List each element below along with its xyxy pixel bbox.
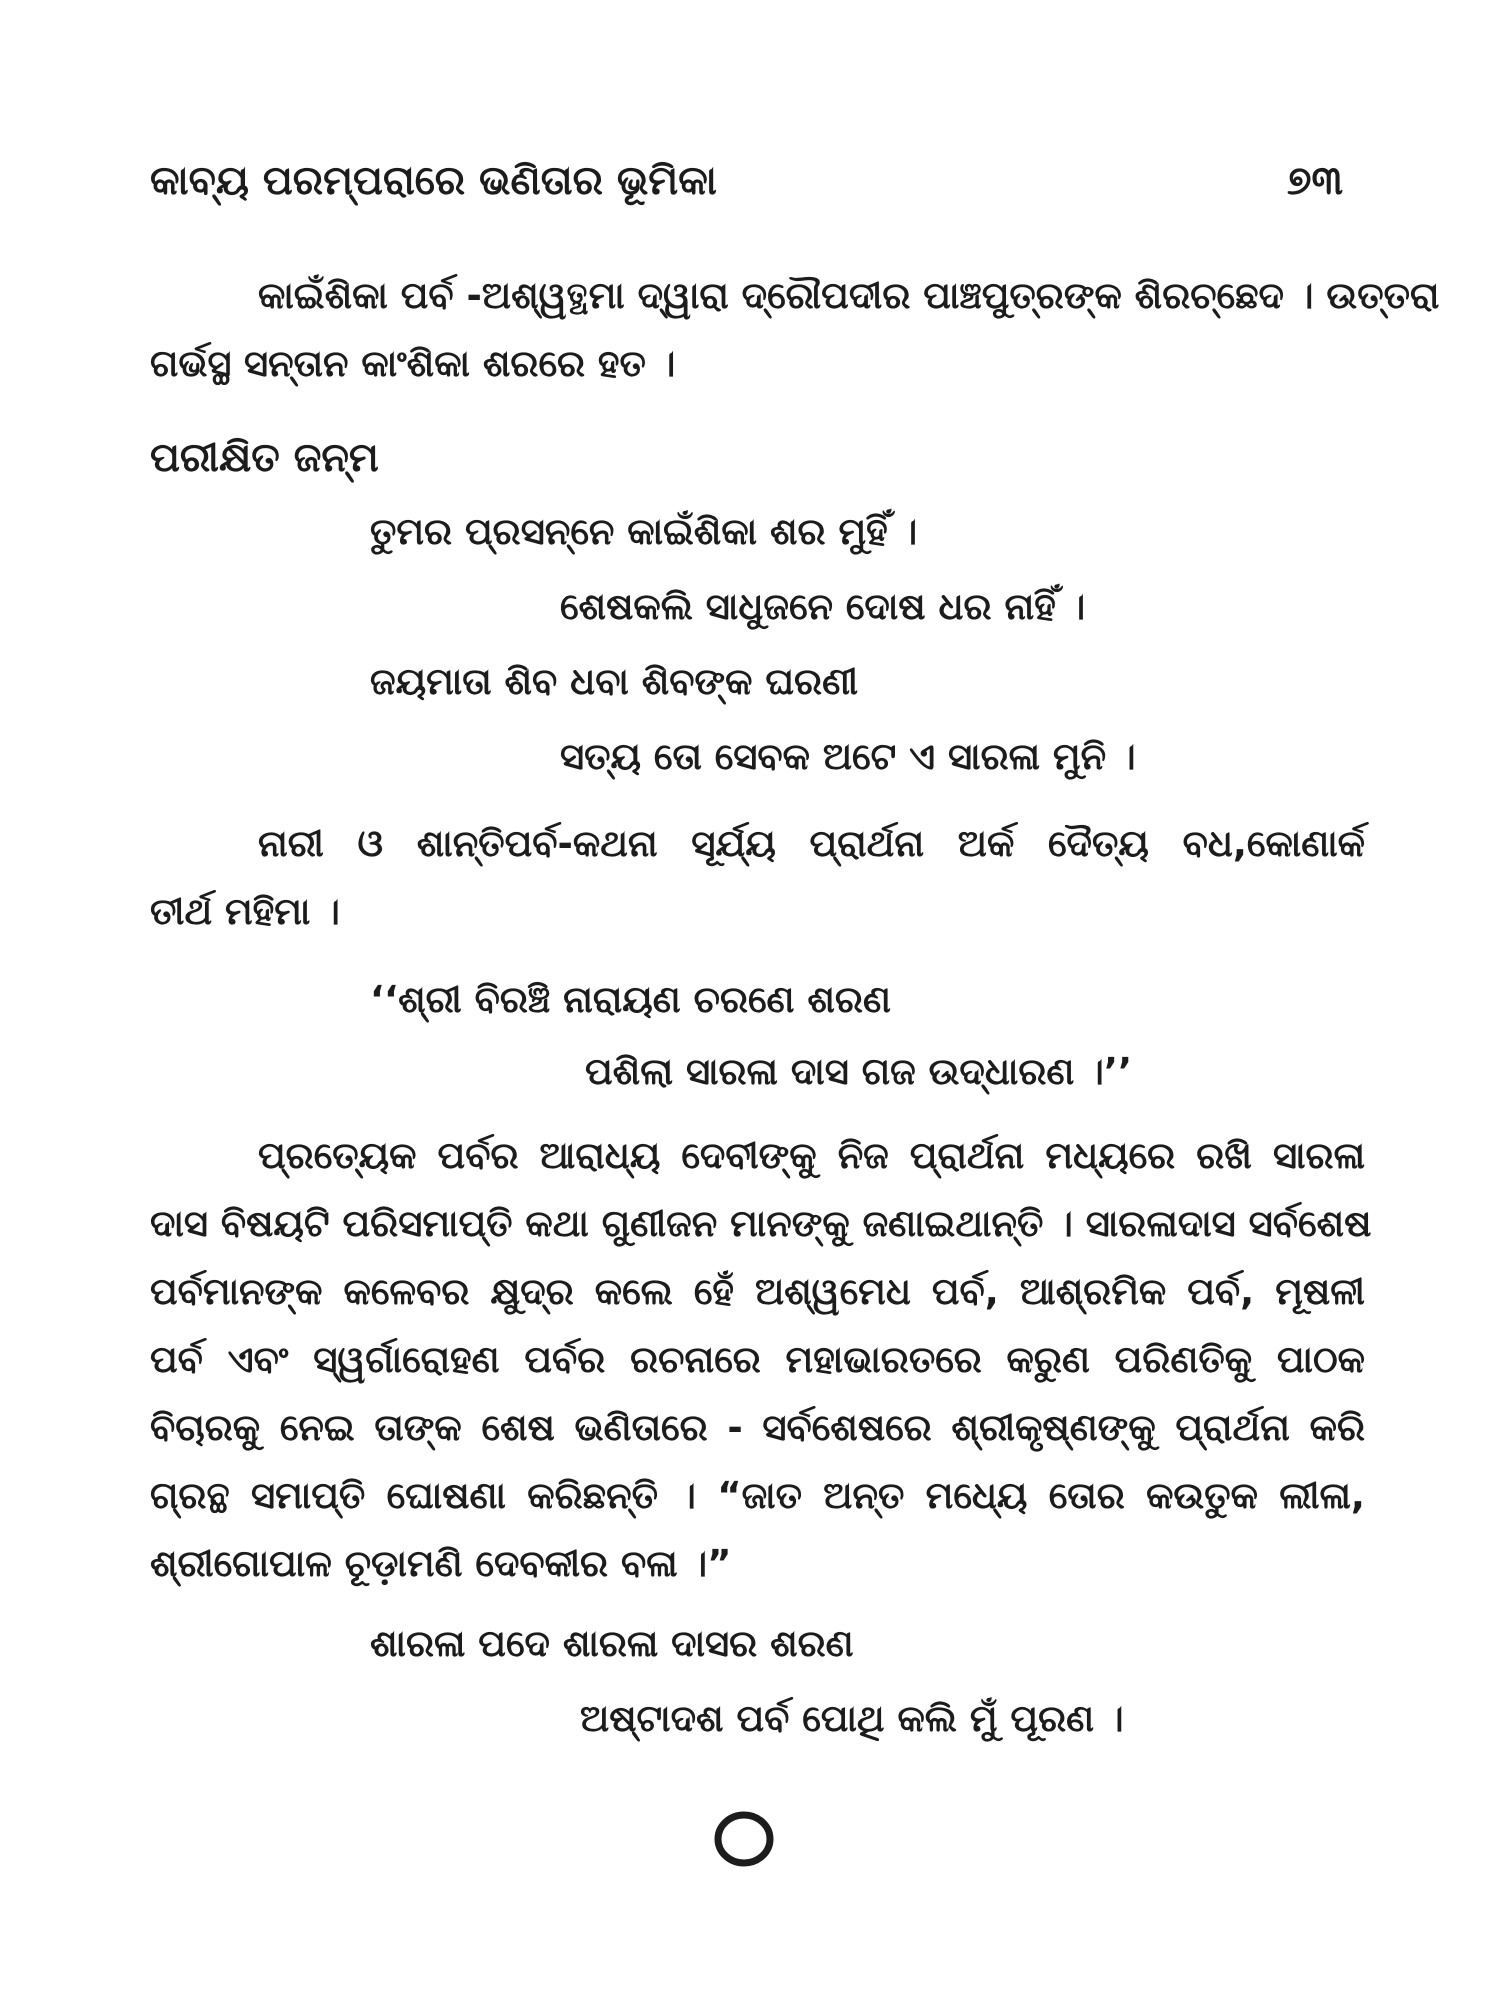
paragraph-line: ଶ୍ରୀଗୋପାଳ ଚୂଡ଼ାମଣି ଦେବକୀର ବଳା ।” bbox=[150, 1542, 732, 1585]
paragraph-kainshika-parva bbox=[150, 262, 1440, 398]
running-header-title: କାବ୍ୟ ପରମ୍ପରାରେ ଭଣିତାର ଭୂମିକା bbox=[150, 158, 717, 204]
verse-line: ଅଷ୍ଟାଦଶ ପର୍ବ ପୋଥି କଲି ମୁଁ ପୂରଣ । bbox=[580, 1697, 1124, 1740]
paragraph-line: ପ୍ରତ୍ୟେକ ପର୍ବର ଆରାଧ୍ୟ ଦେବୀଙ୍କୁ ନିଜ ପ୍ରାର୍ଥନା ମଧ୍ୟରେ ରଖି ସାରଳା bbox=[258, 1134, 1365, 1177]
verse-line: ସତ୍ୟ ତୋ ସେବକ ଅଟେ ଏ ସାରଳା ମୁନି । bbox=[560, 735, 1136, 778]
verse-line: ଶାରଳା ପଦେ ଶାରଳା ଦାସର ଶରଣ bbox=[370, 1622, 854, 1665]
paragraph-nari-shanti-parva bbox=[150, 810, 1365, 946]
paragraph-line: ଗର୍ଭସ୍ଥ ସନ୍ତାନ କାଂଶିକା ଶରରେ ହତ । bbox=[150, 342, 676, 385]
paragraph-line: ନାରୀ ଓ ଶାନ୍ତିପର୍ବ-କଥନା ସୂର୍ଯ୍ୟ ପ୍ରାର୍ଥନା ଅର୍କ ଦୈତ୍ୟ ବଧ,କୋଣାର୍କ bbox=[258, 822, 1365, 865]
verse-line: ପଶିଲା ସାରଳା ଦାସ ଗଜ ଉଦ୍ଧାରଣ ।’’ bbox=[585, 1050, 1133, 1093]
paragraph-line: ବିଚାରକୁ ନେଇ ତାଙ୍କ ଶେଷ ଭଣିତାରେ - ସର୍ବଶେଷରେ ଶ୍ରୀକୃଷ୍ଣଙ୍କୁ ପ୍ରାର୍ଥନା କରି bbox=[150, 1406, 1365, 1449]
paragraph-line: ଦାସ ବିଷୟଟି ପରିସମାପ୍ତି କଥା ଗୁଣୀଜନ ମାନଙ୍କୁ ଜଣାଇଥାନ୍ତି । ସାରଳାଦାସ ସର୍ବଶେଷ bbox=[150, 1202, 1372, 1245]
page-number: ୭୩ bbox=[1287, 158, 1343, 204]
verse-line: ଶେଷକଲି ସାଧୁଜନେ ଦୋଷ ଧର ନାହିଁ । bbox=[560, 585, 1086, 628]
paragraph-line: ତୀର୍ଥ ମହିମା । bbox=[150, 890, 340, 933]
paragraph-conclusion bbox=[150, 1122, 1372, 1598]
section-heading: ପରୀକ୍ଷିତ ଜନ୍ମ bbox=[150, 435, 379, 481]
verse-line: ତୁମର ପ୍ରସନ୍ନେ କାଇଁଶିକା ଶର ମୁହିଁ । bbox=[370, 510, 918, 553]
paragraph-line: ପର୍ବମାନଙ୍କ କଳେବର କ୍ଷୁଦ୍ର କଲେ ହେଁ ଅଶ୍ୱମେଧ ପର୍ବ, ଆଶ୍ରମିକ ପର୍ବ, ମୂଷଳୀ bbox=[150, 1270, 1365, 1313]
paragraph-line: କାଇଁଶିକା ପର୍ବ -ଅଶ୍ୱତ୍ଥମା ଦ୍ୱାରା ଦ୍ରୌପଦୀର ପାଞ୍ଚପୁତ୍ରଙ୍କ ଶିରଚ୍ଛେଦ । ଉତ୍ତରା bbox=[258, 274, 1440, 317]
paragraph-line: ପର୍ବ ଏବଂ ସ୍ୱର୍ଗାରୋହଣ ପର୍ବର ରଚନାରେ ମହାଭାରତରେ କରୁଣ ପରିଣତିକୁ ପାଠକ bbox=[150, 1338, 1365, 1381]
paragraph-line: ଗ୍ରନ୍ଥ ସମାପ୍ତି ଘୋଷଣା କରିଛନ୍ତି । “ଜାତ ଅନ୍ତ ମଧ୍ୟେ ତୋର କଉତୁକ ଲୀଳା, bbox=[150, 1474, 1365, 1517]
ornament-icon bbox=[713, 1808, 775, 1870]
verse-line: ଜୟମାତା ଶିବ ଧବା ଶିବଙ୍କ ଘରଣୀ bbox=[370, 660, 859, 703]
verse-line: ‘‘ଶ୍ରୀ ବିରଞ୍ଚି ନାରାୟଣ ଚରଣେ ଶରଣ bbox=[370, 978, 891, 1021]
